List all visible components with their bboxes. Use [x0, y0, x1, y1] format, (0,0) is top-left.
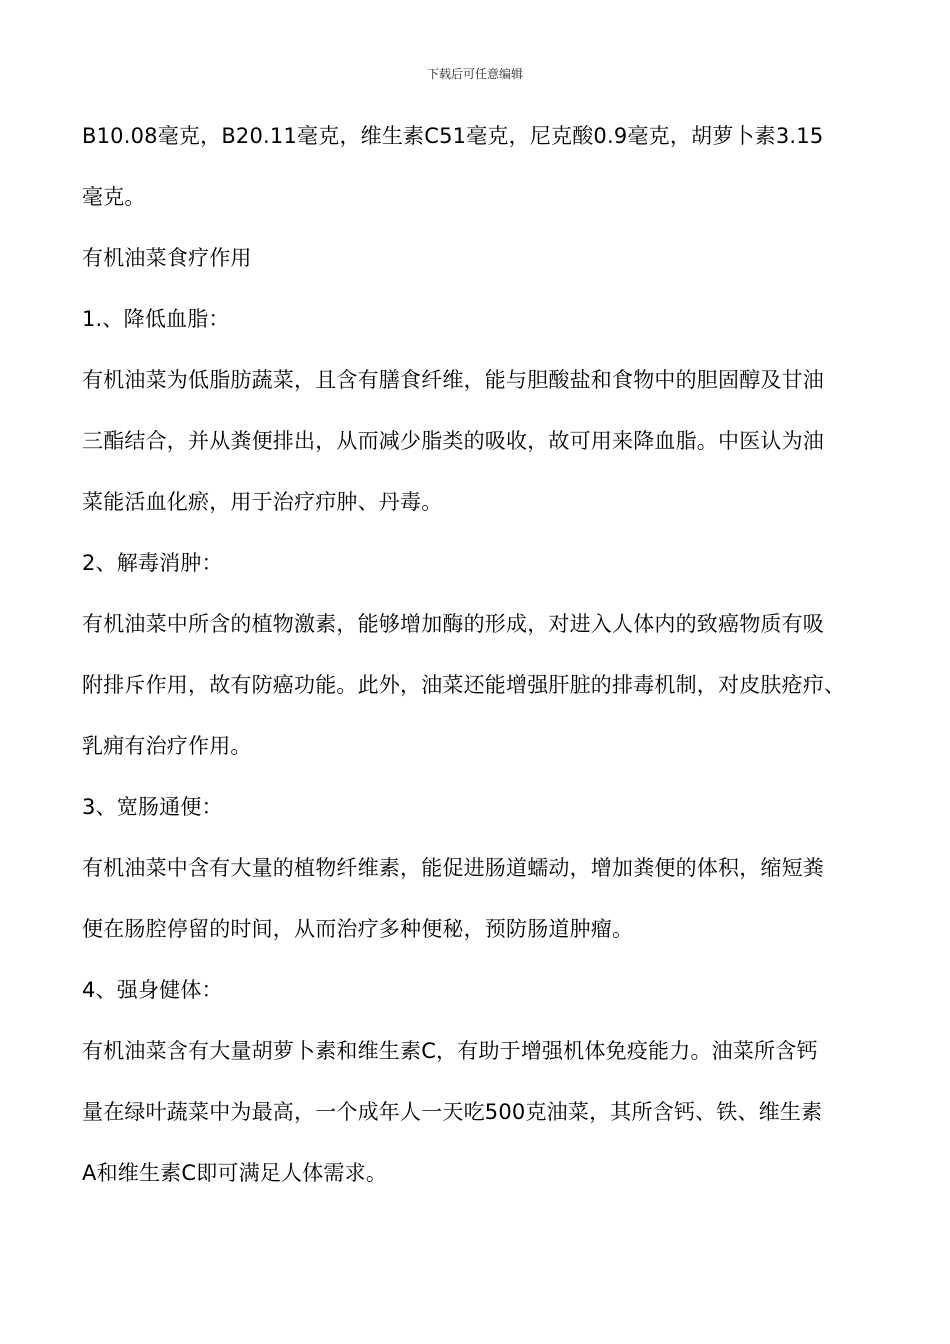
page-header: 下载后可任意编辑 [426, 67, 523, 81]
body-text-line: 三酯结合，并从粪便排出，从而减少脂类的吸收，故可用来降血脂。中医认为油 [82, 429, 824, 453]
body-text-line: 量在绿叶蔬菜中为最高，一个成年人一天吃500克油菜，其所含钙、铁、维生素 [82, 1100, 823, 1124]
section-heading: 有机油菜食疗作用 [82, 246, 252, 270]
body-text-line: 有机油菜为低脂肪蔬菜，且含有膳食纤维，能与胆酸盐和食物中的胆固醇及甘油 [82, 368, 824, 392]
body-text-line: 有机油菜含有大量胡萝卜素和维生素C，有助于增强机体免疫能力。油菜所含钙 [82, 1039, 818, 1063]
body-text-line: 便在肠腔停留的时间，从而治疗多种便秘，预防肠道肿瘤。 [82, 917, 634, 941]
body-text-line: 毫克。 [82, 185, 146, 209]
body-text-line: 有机油菜中所含的植物激素，能够增加酶的形成，对进入人体内的致癌物质有吸 [82, 612, 824, 636]
body-text-line: 菜能活血化瘀，用于治疗疖肿、丹毒。 [82, 490, 443, 514]
body-text-line: 有机油菜中含有大量的植物纤维素，能促进肠道蠕动，增加粪便的体积，缩短粪 [82, 856, 824, 880]
body-text-line: 乳痈有治疗作用。 [82, 734, 252, 758]
body-text-line: A和维生素C即可满足人体需求。 [82, 1161, 388, 1185]
subsection-heading-1: 1.、降低血脂： [82, 307, 230, 331]
subsection-heading-4: 4、强身健体： [82, 978, 223, 1002]
body-text-line: B10.08毫克，B20.11毫克，维生素C51毫克，尼克酸0.9毫克，胡萝卜素3.15 [82, 124, 824, 148]
subsection-heading-2: 2、解毒消肿： [82, 551, 223, 575]
body-text-line: 附排斥作用，故有防癌功能。此外，油菜还能增强肝脏的排毒机制，对皮肤疮疖、 [82, 673, 846, 697]
document-body [82, 106, 882, 1204]
subsection-heading-3: 3、宽肠通便： [82, 795, 223, 819]
